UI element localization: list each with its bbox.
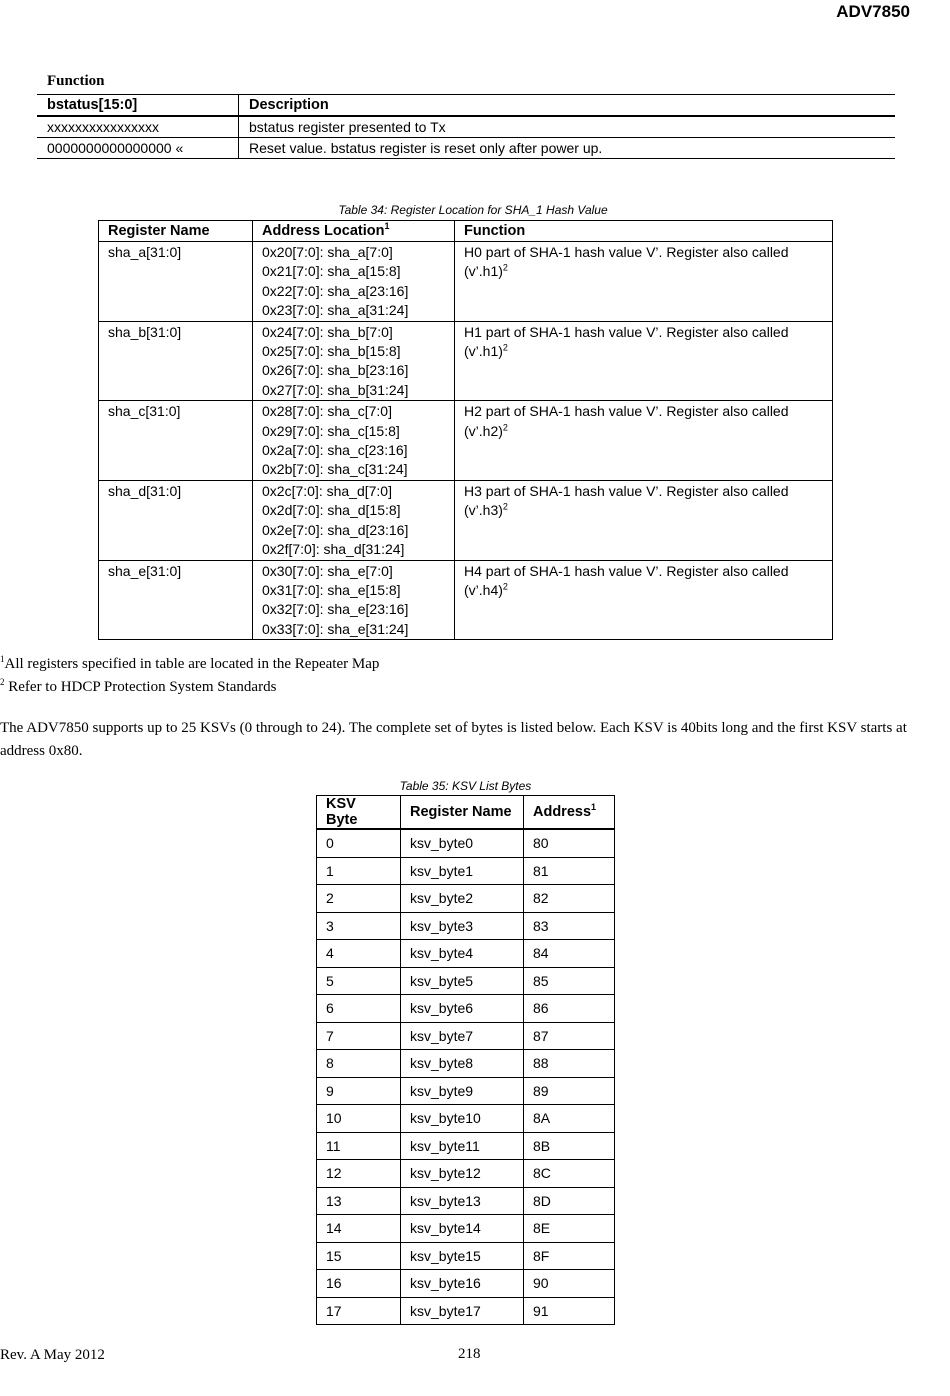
ksv-byte-cell: 2	[317, 885, 401, 913]
register-name-cell: ksv_byte9	[401, 1077, 524, 1105]
register-name-col-header: Register Name	[99, 221, 253, 242]
register-name-cell: ksv_byte13	[401, 1187, 524, 1215]
ksv-byte-cell: 13	[317, 1187, 401, 1215]
register-name-cell: ksv_byte0	[401, 829, 524, 857]
address-cell: 84	[524, 940, 615, 968]
address-location-cell	[253, 242, 455, 322]
address-cell: 8D	[524, 1187, 615, 1215]
table-row	[317, 1050, 615, 1078]
function-cell: H1 part of SHA-1 hash value V’. Register also called (v’.h1)$^2$	[455, 321, 833, 401]
table-row	[317, 1132, 615, 1160]
revision-date: Rev. A May 2012	[0, 1347, 105, 1363]
register-name-cell: ksv_byte15	[401, 1242, 524, 1270]
footnote-marker: 1	[591, 802, 597, 813]
address-line: 0x22[7:0]: sha_a[23:16]	[262, 282, 409, 299]
ksv-byte-cell: 15	[317, 1242, 401, 1270]
table-row	[317, 1187, 615, 1215]
address-line: 0x24[7:0]: sha_b[7:0]	[262, 323, 393, 340]
table-row	[317, 857, 615, 885]
table-row	[317, 1022, 615, 1050]
footnote-marker: 2	[502, 422, 508, 432]
ksv-byte-cell: 5	[317, 967, 401, 995]
address-cell: 81	[524, 857, 615, 885]
function-cell: H0 part of SHA-1 hash value V’. Register also called (v’.h1)$^2$	[455, 242, 833, 322]
address-cell: 89	[524, 1077, 615, 1105]
table-row	[317, 995, 615, 1023]
register-name-cell: ksv_byte5	[401, 967, 524, 995]
address-line: 0x2f[7:0]: sha_d[31:24]	[262, 541, 405, 558]
bstatus-table	[37, 94, 895, 159]
ksv-byte-cell: 11	[317, 1132, 401, 1160]
ksv-byte-cell: 16	[317, 1270, 401, 1298]
address-line: 0x27[7:0]: sha_b[31:24]	[262, 381, 409, 398]
address-line: 0x2c[7:0]: sha_d[7:0]	[262, 482, 392, 499]
address-cell: 83	[524, 912, 615, 940]
address-line: 0x21[7:0]: sha_a[15:8]	[262, 263, 401, 280]
address-cell: 88	[524, 1050, 615, 1078]
address-line: 0x23[7:0]: sha_a[31:24]	[262, 302, 409, 319]
function-col-header: Function	[455, 221, 833, 242]
register-name-cell: ksv_byte4	[401, 940, 524, 968]
ksv-byte-col-header: KSV Byte	[317, 796, 401, 830]
ksv-byte-cell: 8	[317, 1050, 401, 1078]
ksv-byte-cell: 6	[317, 995, 401, 1023]
table-row	[317, 967, 615, 995]
footnote-1: $^1$All registers specified in table are located in the Repeater Map	[0, 654, 380, 672]
table35-caption: Table 35: KSV List Bytes	[399, 779, 532, 793]
ksv-byte-cell: 9	[317, 1077, 401, 1105]
address-cell: 8F	[524, 1242, 615, 1270]
address-cell: 8B	[524, 1132, 615, 1160]
address-line: 0x30[7:0]: sha_e[7:0]	[262, 562, 393, 579]
address-location-cell	[253, 480, 455, 560]
sha-hash-table	[98, 220, 833, 640]
ksv-byte-cell: 17	[317, 1297, 401, 1325]
table-row	[317, 940, 615, 968]
register-name-col-header: Register Name	[401, 796, 524, 830]
register-name-cell: ksv_byte11	[401, 1132, 524, 1160]
document-title: ADV7850	[836, 2, 910, 21]
address-cell: 85	[524, 967, 615, 995]
ksv-byte-cell: 12	[317, 1160, 401, 1188]
ksv-byte-cell: 4	[317, 940, 401, 968]
footnote-2: $^2$ Refer to HDCP Protection System Standards	[0, 677, 277, 695]
register-name-cell: ksv_byte8	[401, 1050, 524, 1078]
bstatus-description: bstatus register presented to Tx	[239, 116, 896, 138]
register-name-cell: sha_a[31:0]	[99, 242, 253, 322]
table34-caption: Table 34: Register Location for SHA_1 Hash Value	[338, 203, 608, 217]
address-cell: 80	[524, 829, 615, 857]
address-line: 0x2e[7:0]: sha_d[23:16]	[262, 521, 409, 538]
register-name-cell: sha_b[31:0]	[99, 321, 253, 401]
table-row	[37, 138, 895, 159]
table-row	[99, 321, 833, 401]
footnote-marker: 2	[502, 262, 508, 273]
bstatus-header-row	[37, 95, 895, 117]
ksv-byte-cell: 14	[317, 1215, 401, 1243]
register-name-cell: ksv_byte1	[401, 857, 524, 885]
address-line: 0x2a[7:0]: sha_c[23:16]	[262, 442, 408, 459]
register-name-cell: sha_e[31:0]	[99, 560, 253, 640]
function-cell: H2 part of SHA-1 hash value V’. Register also called (v’.h2)$^2$	[455, 401, 833, 481]
address-line: 0x32[7:0]: sha_e[23:16]	[262, 601, 409, 618]
ksv-byte-cell: 3	[317, 912, 401, 940]
sha-header-row	[99, 221, 833, 242]
register-name-cell: ksv_byte3	[401, 912, 524, 940]
address-cell: 86	[524, 995, 615, 1023]
ksv-header-row	[317, 796, 615, 830]
register-name-cell: ksv_byte16	[401, 1270, 524, 1298]
address-col-header: Address$^1$	[524, 796, 615, 830]
table-row	[37, 116, 895, 138]
address-cell: 90	[524, 1270, 615, 1298]
address-cell: 8A	[524, 1105, 615, 1133]
address-location-cell	[253, 401, 455, 481]
footnote-marker: 2	[502, 501, 508, 512]
address-line: 0x25[7:0]: sha_b[15:8]	[262, 343, 401, 360]
register-name-cell: ksv_byte2	[401, 885, 524, 913]
register-name-cell: sha_d[31:0]	[99, 480, 253, 560]
page-number: 218	[458, 1346, 481, 1362]
address-location-col-header: Address Location$^1$	[253, 221, 455, 242]
table-row	[99, 560, 833, 640]
ksv-list-table	[316, 795, 615, 1325]
address-cell: 82	[524, 885, 615, 913]
register-name-cell: ksv_byte10	[401, 1105, 524, 1133]
bstatus-value: 0000000000000000 «	[37, 138, 239, 159]
address-line: 0x2d[7:0]: sha_d[15:8]	[262, 502, 401, 519]
ksv-byte-cell: 0	[317, 829, 401, 857]
address-cell: 8E	[524, 1215, 615, 1243]
ksv-paragraph: The ADV7850 supports up to 25 KSVs (0 through to 24). The complete set of bytes is listed below. Each KSV is 40bits long and the first KSV starts at address 0x80.	[0, 720, 907, 759]
table-row	[317, 912, 615, 940]
address-line: 0x29[7:0]: sha_c[15:8]	[262, 422, 400, 439]
footnote-marker: 2	[502, 581, 508, 592]
table-row	[317, 1077, 615, 1105]
bstatus-function-label: Function	[47, 73, 105, 89]
bstatus-value: xxxxxxxxxxxxxxxx	[37, 116, 239, 138]
table-row	[317, 1215, 615, 1243]
function-cell: H4 part of SHA-1 hash value V’. Register also called (v’.h4)$^2$	[455, 560, 833, 640]
table-row	[99, 480, 833, 560]
footnote-marker: 2	[502, 342, 508, 353]
register-name-cell: ksv_byte7	[401, 1022, 524, 1050]
address-line: 0x20[7:0]: sha_a[7:0]	[262, 244, 393, 260]
address-line: 0x33[7:0]: sha_e[31:24]	[262, 620, 409, 637]
register-name-cell: ksv_byte12	[401, 1160, 524, 1188]
table-row	[317, 1242, 615, 1270]
table-row	[317, 1160, 615, 1188]
address-location-cell	[253, 321, 455, 401]
address-line: 0x26[7:0]: sha_b[23:16]	[262, 362, 409, 379]
register-name-cell: ksv_byte6	[401, 995, 524, 1023]
register-name-cell: ksv_byte14	[401, 1215, 524, 1243]
function-cell: H3 part of SHA-1 hash value V’. Register also called (v’.h3)$^2$	[455, 480, 833, 560]
footnote-marker: 1	[384, 221, 390, 232]
table-row	[317, 1270, 615, 1298]
table-row	[317, 885, 615, 913]
ksv-byte-cell: 7	[317, 1022, 401, 1050]
ksv-byte-cell: 10	[317, 1105, 401, 1133]
address-location-cell	[253, 560, 455, 640]
register-name-cell: ksv_byte17	[401, 1297, 524, 1325]
table-row	[317, 1105, 615, 1133]
address-line: 0x28[7:0]: sha_c[7:0]	[262, 403, 392, 420]
table-row	[317, 1297, 615, 1325]
bstatus-col-header: bstatus[15:0]	[37, 95, 239, 117]
address-cell: 8C	[524, 1160, 615, 1188]
table-row	[317, 829, 615, 857]
address-cell: 87	[524, 1022, 615, 1050]
table-row	[99, 401, 833, 481]
table-row	[99, 242, 833, 322]
address-cell: 91	[524, 1297, 615, 1325]
bstatus-description: Reset value. bstatus register is reset only after power up.	[239, 138, 896, 159]
register-name-cell: sha_c[31:0]	[99, 401, 253, 481]
ksv-byte-cell: 1	[317, 857, 401, 885]
address-line: 0x2b[7:0]: sha_c[31:24]	[262, 461, 408, 478]
address-line: 0x31[7:0]: sha_e[15:8]	[262, 581, 401, 598]
description-col-header: Description	[239, 95, 896, 117]
